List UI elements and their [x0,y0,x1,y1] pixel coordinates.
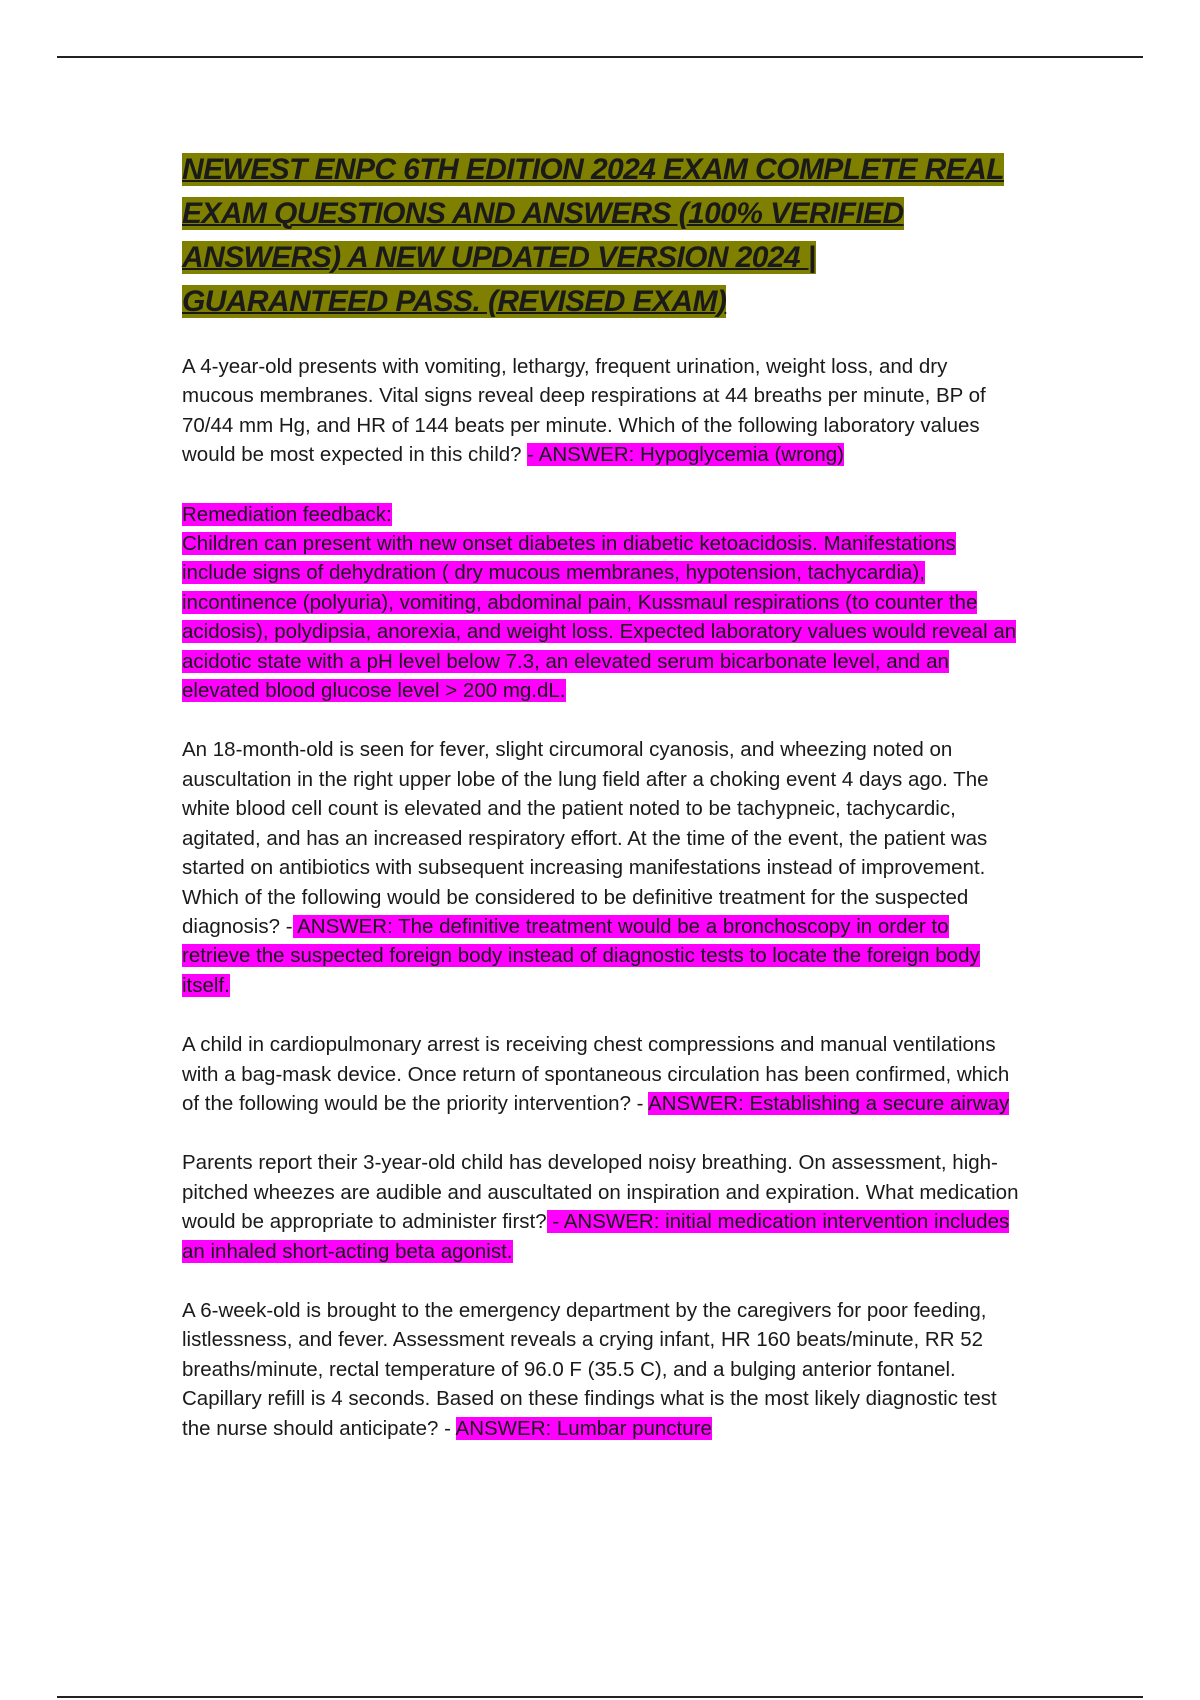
document-title [182,148,1022,324]
question-5-answer: ANSWER: Lumbar puncture [455,1416,712,1440]
question-4 [182,1148,1022,1266]
question-2-text: An 18-month-old is seen for fever, slight circumoral cyanosis, and wheezing noted on auscultation in the right upper lobe of the lung field after a choking event 4 days ago. The white blood cell count is elevated and the patient noted to be tachypneic, tachycardic, agitated, and has an increased respiratory effort. At the time of the event, the patient was started on antibiotics with subsequent increasing manifestations instead of improvement. Which of the following would be considered to be definitive treatment for the suspected diagnosis? - [182,738,989,938]
question-4-text: Parents report their 3-year-old child has developed noisy breathing. On assessment, high-pitched wheezes are audible and auscultated on inspiration and expiration. What medication would be appropriate to administer first? [182,1151,1019,1234]
question-1-text: A 4-year-old presents with vomiting, lethargy, frequent urination, weight loss, and dry mucous membranes. Vital signs reveal deep respirations at 44 breaths per minute, BP of 70/44 mm Hg, and HR of 144 beats per minute. Which of the following laboratory values would be most expected in this child? [182,355,986,467]
question-3 [182,1030,1022,1118]
question-5-text: A 6-week-old is brought to the emergency department by the caregivers for poor feeding, listlessness, and fever. Assessment reveals a crying infant, HR 160 beats/minute, RR 52 breaths/minute, rectal temperature of 96.0 F (35.5 C), and a bulging anterior fontanel. Capillary refill is 4 seconds. Based on these findings what is the most likely diagnostic test the nurse should anticipate? - [182,1298,997,1440]
question-2-answer: ANSWER: The definitive treatment would be a bronchoscopy in order to retrieve the suspected foreign body instead of diagnostic tests to locate the foreign body itself. [182,914,980,997]
feedback-label: Remediation feedback: [182,502,392,526]
question-4-answer: - ANSWER: initial medication intervention includes an inhaled short-acting beta agonist. [182,1210,1010,1263]
question-3-answer: ANSWER: Establishing a secure airway [648,1091,1010,1115]
question-3-text: A child in cardiopulmonary arrest is receiving chest compressions and manual ventilations with a bag-mask device. Once return of spontaneous circulation has been confirmed, which of the following would be the priority intervention? - [182,1033,1010,1115]
question-1 [182,352,1022,470]
question-5 [182,1296,1022,1443]
bottom-divider [57,1696,1143,1698]
feedback-text: Children can present with new onset diabetes in diabetic ketoacidosis. Manifestations include signs of dehydration ( dry mucous membranes, hypotension, tachycardia), incontinence (polyuria), vomiting, abdominal pain, Kussmaul respirations (to counter the acidosis), polydipsia, anorexia, and weight loss. Expected laboratory values would reveal an acidotic state with a pH level below 7.3, an elevated serum bicarbonate level, and an elevated blood glucose level > 200 mg.dL. [182,532,1017,703]
top-divider [57,56,1143,58]
question-2 [182,735,1022,1000]
document-title-text: NEWEST ENPC 6TH EDITION 2024 EXAM COMPLETE REAL EXAM QUESTIONS AND ANSWERS (100% VERIFIED ANSWERS) A NEW UPDATED VERSION 2024 | GUARANTEED PASS. (REVISED EXAM) [182,153,1004,318]
question-1-answer: - ANSWER: Hypoglycemia (wrong) [527,443,844,467]
question-1-feedback [182,500,1022,706]
document-body [182,148,1022,1473]
